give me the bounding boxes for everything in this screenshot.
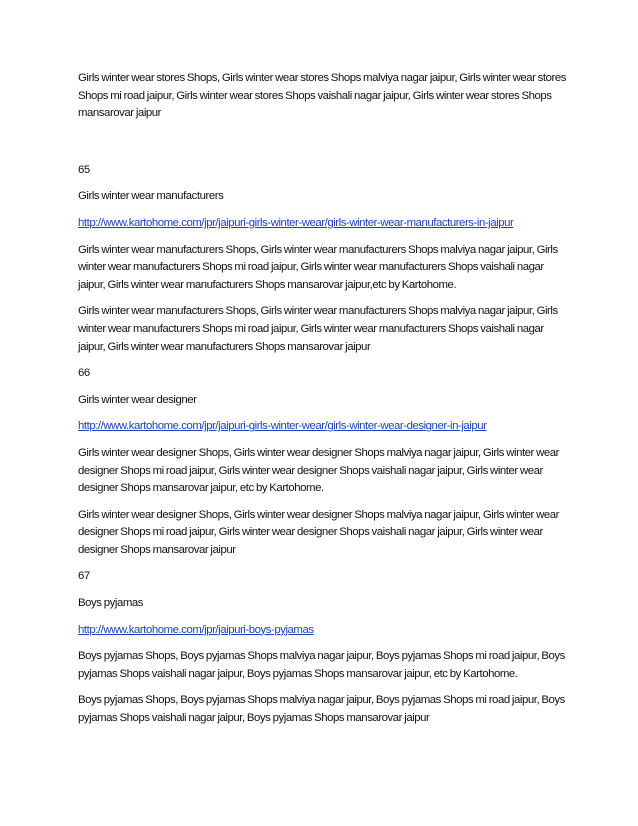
- entry-67: [78, 568, 568, 727]
- entry-number: 66: [78, 367, 90, 380]
- entry-title: Girls winter wear designer: [78, 393, 197, 406]
- entry-description: Girls winter wear designer Shops, Girls winter wear designer Shops malviya nagar jaipur, Girls winter wear designer Shops mi road jaipur, Girls winter wear designer Shops vaishali nagar jaipur, Girls winter wear designer Shops mansarovar jaipur, etc by Kartohome.: [78, 446, 560, 495]
- entry-description: Boys pyjamas Shops, Boys pyjamas Shops malviya nagar jaipur, Boys pyjamas Shops mi road jaipur, Boys pyjamas Shops vaishali nagar jaipur, Boys pyjamas Shops mansarovar jaipur: [78, 694, 565, 725]
- entry-number: 65: [78, 163, 90, 176]
- entry-description: Girls winter wear designer Shops, Girls winter wear designer Shops malviya nagar jaipur, Girls winter wear designer Shops mi road jaipur, Girls winter wear designer Shops vaishali nagar jaipur, Girls winter wear designer Shops mansarovar jaipur: [78, 508, 560, 556]
- entry-description: Girls winter wear manufacturers Shops, Girls winter wear manufacturers Shops malviya nagar jaipur, Girls winter wear manufacturers Shops mi road jaipur, Girls winter wear manufacturers Shops vaishali nagar jaipur, Girls winter wear manufacturers Shops mansarovar jaipur,etc by Kartohome.: [78, 243, 558, 291]
- entry-number: 67: [78, 570, 90, 583]
- entry-description: Boys pyjamas Shops, Boys pyjamas Shops malviya nagar jaipur, Boys pyjamas Shops mi road jaipur, Boys pyjamas Shops vaishali nagar jaipur, Boys pyjamas Shops mansarovar jaipur, etc by Kartohome.: [78, 650, 565, 680]
- entry-title: Girls winter wear manufacturers: [78, 190, 224, 203]
- entry-65: [78, 162, 568, 356]
- entry-link[interactable]: http://www.kartohome.com/jpr/jaipuri-boys-pyjamas: [78, 623, 314, 636]
- intro-paragraph: Girls winter wear stores Shops, Girls winter wear stores Shops malviya nagar jaipur, Girls winter wear stores Shops mi road jaipur, Girls winter wear stores Shops vaishali nagar jaipur, Girls winter wear stores Shops mansarovar jaipur: [78, 72, 566, 120]
- entry-link[interactable]: http://www.kartohome.com/jpr/jaipuri-girls-winter-wear/girls-winter-wear-designer-in-jaipur: [78, 420, 487, 433]
- section-gap: [78, 132, 568, 162]
- entry-link[interactable]: http://www.kartohome.com/jpr/jaipuri-girls-winter-wear/girls-winter-wear-manufacturers-in-jaipur: [78, 216, 514, 229]
- entry-title: Boys pyjamas: [78, 597, 144, 610]
- entry-description: Girls winter wear manufacturers Shops, Girls winter wear manufacturers Shops malviya nagar jaipur, Girls winter wear manufacturers Shops mi road jaipur, Girls winter wear manufacturers Shops vaishali nagar jaipur, Girls winter wear manufacturers Shops mansarovar jaipur: [78, 305, 558, 353]
- entry-66: [78, 365, 568, 559]
